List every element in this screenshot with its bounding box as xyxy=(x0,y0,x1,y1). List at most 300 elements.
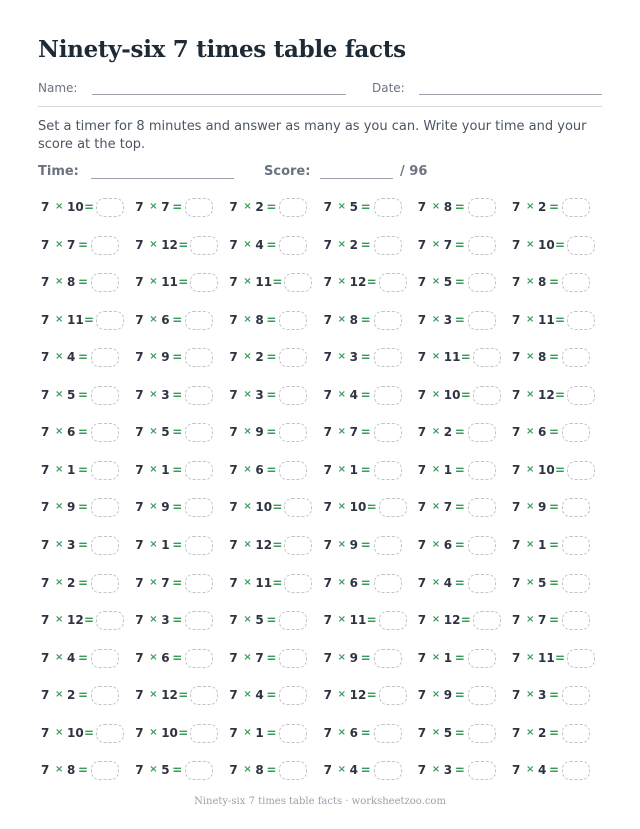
equals-sign: = xyxy=(84,200,95,214)
equals-sign: = xyxy=(178,275,189,290)
times-sign: × xyxy=(243,764,252,776)
fact-row xyxy=(41,312,601,332)
factor-a: 7 xyxy=(41,462,50,477)
answer-box[interactable] xyxy=(567,236,595,255)
factor-a: 7 xyxy=(417,387,427,402)
factor-a: 7 xyxy=(135,200,144,214)
factor-a: 7 xyxy=(135,462,144,477)
factor-b: 10 xyxy=(67,200,84,214)
times-sign: × xyxy=(431,201,441,212)
times-sign: × xyxy=(149,726,158,738)
answer-box[interactable] xyxy=(374,536,402,555)
times-sign: × xyxy=(337,576,346,588)
factor-a: 7 xyxy=(417,613,427,628)
factor-a: 7 xyxy=(135,725,144,740)
factor-b: 3 xyxy=(161,387,170,402)
factor-b: 7 xyxy=(255,650,264,665)
factor-a: 7 xyxy=(41,200,50,214)
factor-b: 11 xyxy=(443,350,461,365)
factor-a: 7 xyxy=(323,537,332,552)
answer-box[interactable] xyxy=(562,611,590,630)
factor-a: 7 xyxy=(323,688,332,703)
answer-box[interactable] xyxy=(562,724,590,743)
answer-box[interactable] xyxy=(96,311,124,330)
fact-row xyxy=(41,349,601,369)
answer-box[interactable] xyxy=(96,724,124,743)
score-total: / 96 xyxy=(400,164,428,179)
date-label: Date: xyxy=(372,81,405,95)
equals-sign: = xyxy=(84,613,95,628)
equals-sign: = xyxy=(172,500,183,515)
equals-sign: = xyxy=(360,312,371,327)
times-sign: × xyxy=(243,463,252,475)
answer-box[interactable] xyxy=(91,536,119,555)
equals-sign: = xyxy=(172,350,183,365)
fact-item xyxy=(229,274,323,294)
fact-item xyxy=(512,687,606,707)
answer-box[interactable] xyxy=(91,461,119,480)
equals-sign: = xyxy=(360,575,371,590)
answer-box[interactable] xyxy=(185,348,213,367)
factor-a: 7 xyxy=(135,237,144,252)
factor-b: 8 xyxy=(255,312,264,327)
factor-b: 5 xyxy=(161,763,170,778)
answer-box[interactable] xyxy=(185,198,213,217)
answer-box[interactable] xyxy=(185,574,213,593)
name-field-line[interactable] xyxy=(92,94,346,95)
equals-sign: = xyxy=(78,650,89,665)
equals-sign: = xyxy=(454,575,465,590)
fact-item xyxy=(324,387,418,407)
answer-box[interactable] xyxy=(473,386,501,405)
factor-a: 7 xyxy=(41,350,50,365)
fact-item xyxy=(418,687,512,707)
equals-sign: = xyxy=(266,763,277,778)
fact-item xyxy=(512,650,606,670)
answer-box[interactable] xyxy=(279,236,307,255)
times-sign: × xyxy=(431,351,441,363)
equals-sign: = xyxy=(454,725,465,740)
answer-box[interactable] xyxy=(185,761,213,780)
fact-item xyxy=(229,387,323,407)
answer-box[interactable] xyxy=(91,348,119,367)
factor-b: 3 xyxy=(255,387,264,402)
factor-b: 10 xyxy=(161,725,178,740)
factor-b: 3 xyxy=(443,312,453,327)
answer-box[interactable] xyxy=(379,273,407,292)
answer-box[interactable] xyxy=(279,423,307,442)
answer-box[interactable] xyxy=(379,498,407,517)
factor-a: 7 xyxy=(41,537,50,552)
answer-box[interactable] xyxy=(468,461,496,480)
times-sign: × xyxy=(243,501,252,513)
answer-box[interactable] xyxy=(468,574,496,593)
equals-sign: = xyxy=(172,575,183,590)
answer-box[interactable] xyxy=(91,498,119,517)
factor-b: 2 xyxy=(67,688,76,703)
fact-item xyxy=(229,762,323,782)
equals-sign: = xyxy=(555,650,566,665)
times-sign: × xyxy=(55,538,64,550)
fact-row xyxy=(41,424,601,444)
answer-box[interactable] xyxy=(96,198,124,217)
time-label: Time: xyxy=(38,164,79,179)
equals-sign: = xyxy=(178,725,189,740)
fact-item xyxy=(41,499,135,519)
fact-item xyxy=(324,237,418,257)
factor-a: 7 xyxy=(417,350,427,365)
times-sign: × xyxy=(243,689,252,701)
equals-sign: = xyxy=(78,275,89,290)
fact-item xyxy=(135,387,229,407)
answer-box[interactable] xyxy=(91,649,119,668)
fact-item xyxy=(41,274,135,294)
times-sign: × xyxy=(149,351,158,363)
answer-box[interactable] xyxy=(284,536,312,555)
factor-a: 7 xyxy=(41,613,50,628)
answer-box[interactable] xyxy=(374,649,402,668)
times-sign: × xyxy=(337,764,346,776)
answer-box[interactable] xyxy=(279,198,307,217)
answer-box[interactable] xyxy=(279,724,307,743)
factor-b: 11 xyxy=(349,613,367,628)
factor-b: 2 xyxy=(255,200,264,214)
fact-row xyxy=(41,387,601,407)
fact-item xyxy=(418,612,512,632)
factor-b: 9 xyxy=(349,537,358,552)
answer-box[interactable] xyxy=(468,536,496,555)
factor-a: 7 xyxy=(417,312,427,327)
factor-b: 5 xyxy=(538,575,547,590)
factor-a: 7 xyxy=(135,537,144,552)
answer-box[interactable] xyxy=(374,386,402,405)
answer-box[interactable] xyxy=(562,761,590,780)
factor-a: 7 xyxy=(323,200,332,214)
answer-box[interactable] xyxy=(567,311,595,330)
fact-item xyxy=(229,312,323,332)
times-sign: × xyxy=(526,313,535,325)
answer-box[interactable] xyxy=(185,386,213,405)
answer-box[interactable] xyxy=(374,311,402,330)
time-field-line[interactable] xyxy=(91,178,234,179)
answer-box[interactable] xyxy=(379,611,407,630)
factor-b: 9 xyxy=(538,500,547,515)
factor-a: 7 xyxy=(229,462,238,477)
factor-b: 12 xyxy=(255,537,273,552)
fact-item xyxy=(324,349,418,369)
factor-b: 1 xyxy=(161,462,170,477)
fact-item xyxy=(135,237,229,257)
answer-box[interactable] xyxy=(91,686,119,705)
answer-box[interactable] xyxy=(284,273,312,292)
equals-sign: = xyxy=(454,425,465,440)
answer-box[interactable] xyxy=(279,461,307,480)
factor-a: 7 xyxy=(323,725,332,740)
fact-row xyxy=(41,237,601,257)
answer-box[interactable] xyxy=(190,273,218,292)
answer-box[interactable] xyxy=(185,311,213,330)
answer-box[interactable] xyxy=(468,649,496,668)
times-sign: × xyxy=(526,426,535,438)
times-sign: × xyxy=(526,576,535,588)
factor-b: 11 xyxy=(255,575,273,590)
fact-item xyxy=(41,199,135,219)
factor-b: 4 xyxy=(538,763,547,778)
equals-sign: = xyxy=(360,462,371,477)
answer-box[interactable] xyxy=(374,198,402,217)
times-sign: × xyxy=(526,276,535,288)
answer-box[interactable] xyxy=(562,536,590,555)
factor-b: 6 xyxy=(67,425,76,440)
answer-box[interactable] xyxy=(185,498,213,517)
equals-sign: = xyxy=(460,350,471,365)
factor-a: 7 xyxy=(41,763,50,778)
times-sign: × xyxy=(431,651,441,663)
factor-b: 2 xyxy=(67,575,76,590)
answer-box[interactable] xyxy=(190,724,218,743)
answer-box[interactable] xyxy=(468,198,496,217)
fact-item xyxy=(135,349,229,369)
times-sign: × xyxy=(149,463,158,475)
times-sign: × xyxy=(243,276,252,288)
factor-b: 11 xyxy=(67,312,84,327)
fact-row xyxy=(41,762,601,782)
factor-a: 7 xyxy=(41,387,50,402)
factor-a: 7 xyxy=(512,425,521,440)
factor-a: 7 xyxy=(323,387,332,402)
times-sign: × xyxy=(526,351,535,363)
answer-box[interactable] xyxy=(468,236,496,255)
answer-box[interactable] xyxy=(562,198,590,217)
equals-sign: = xyxy=(555,462,566,477)
factor-a: 7 xyxy=(323,613,332,628)
answer-box[interactable] xyxy=(562,498,590,517)
answer-box[interactable] xyxy=(279,611,307,630)
answer-box[interactable] xyxy=(468,724,496,743)
answer-box[interactable] xyxy=(567,386,595,405)
fact-row xyxy=(41,650,601,670)
factor-a: 7 xyxy=(512,725,521,740)
times-sign: × xyxy=(337,463,346,475)
factor-a: 7 xyxy=(512,312,521,327)
factor-a: 7 xyxy=(41,312,50,327)
fact-row xyxy=(41,575,601,595)
answer-box[interactable] xyxy=(185,423,213,442)
equals-sign: = xyxy=(454,462,465,477)
fact-item xyxy=(135,612,229,632)
answer-box[interactable] xyxy=(279,686,307,705)
factor-b: 11 xyxy=(538,650,555,665)
factor-b: 8 xyxy=(67,275,76,290)
times-sign: × xyxy=(149,501,158,513)
answer-box[interactable] xyxy=(284,574,312,593)
answer-box[interactable] xyxy=(374,461,402,480)
answer-box[interactable] xyxy=(190,236,218,255)
equals-sign: = xyxy=(172,200,183,214)
fact-item xyxy=(512,312,606,332)
fact-item xyxy=(229,575,323,595)
equals-sign: = xyxy=(460,613,471,628)
equals-sign: = xyxy=(172,650,183,665)
answer-box[interactable] xyxy=(468,273,496,292)
times-sign: × xyxy=(55,463,64,475)
answer-box[interactable] xyxy=(91,574,119,593)
answer-box[interactable] xyxy=(473,611,501,630)
answer-box[interactable] xyxy=(91,761,119,780)
factor-a: 7 xyxy=(135,613,144,628)
answer-box[interactable] xyxy=(91,386,119,405)
answer-box[interactable] xyxy=(96,611,124,630)
answer-box[interactable] xyxy=(279,649,307,668)
equals-sign: = xyxy=(172,425,183,440)
equals-sign: = xyxy=(266,350,277,365)
answer-box[interactable] xyxy=(562,686,590,705)
fact-item xyxy=(41,424,135,444)
equals-sign: = xyxy=(272,537,283,552)
factor-a: 7 xyxy=(135,763,144,778)
answer-box[interactable] xyxy=(185,649,213,668)
factor-a: 7 xyxy=(229,763,238,778)
factor-b: 3 xyxy=(349,350,358,365)
equals-sign: = xyxy=(366,500,377,515)
fact-item xyxy=(324,650,418,670)
times-sign: × xyxy=(526,501,535,513)
answer-box[interactable] xyxy=(468,423,496,442)
equals-sign: = xyxy=(172,312,183,327)
answer-box[interactable] xyxy=(91,423,119,442)
fact-item xyxy=(512,199,606,219)
times-sign: × xyxy=(55,351,64,363)
score-field-line[interactable] xyxy=(320,178,393,179)
factor-b: 12 xyxy=(161,237,178,252)
factor-a: 7 xyxy=(512,575,521,590)
equals-sign: = xyxy=(454,537,465,552)
factor-a: 7 xyxy=(417,500,427,515)
times-sign: × xyxy=(337,689,346,701)
equals-sign: = xyxy=(460,387,471,402)
factor-b: 4 xyxy=(349,387,358,402)
fact-row xyxy=(41,537,601,557)
fact-item xyxy=(41,462,135,482)
answer-box[interactable] xyxy=(279,311,307,330)
factor-b: 7 xyxy=(161,200,170,214)
times-sign: × xyxy=(55,614,64,626)
answer-box[interactable] xyxy=(562,574,590,593)
answer-box[interactable] xyxy=(185,461,213,480)
times-sign: × xyxy=(149,576,158,588)
answer-box[interactable] xyxy=(279,386,307,405)
factor-a: 7 xyxy=(417,425,427,440)
fact-item xyxy=(135,499,229,519)
answer-box[interactable] xyxy=(374,348,402,367)
factor-b: 1 xyxy=(67,462,76,477)
factor-a: 7 xyxy=(229,613,238,628)
answer-box[interactable] xyxy=(562,423,590,442)
factor-b: 4 xyxy=(255,237,264,252)
times-sign: × xyxy=(431,501,441,513)
date-field-line[interactable] xyxy=(419,94,602,95)
times-sign: × xyxy=(526,201,535,212)
equals-sign: = xyxy=(454,763,465,778)
answer-box[interactable] xyxy=(468,761,496,780)
equals-sign: = xyxy=(454,500,465,515)
answer-box[interactable] xyxy=(473,348,501,367)
answer-box[interactable] xyxy=(374,236,402,255)
fact-item xyxy=(512,537,606,557)
factor-a: 7 xyxy=(41,688,50,703)
factor-b: 6 xyxy=(161,312,170,327)
answer-box[interactable] xyxy=(284,498,312,517)
equals-sign: = xyxy=(549,200,560,214)
times-sign: × xyxy=(337,726,346,738)
answer-box[interactable] xyxy=(91,236,119,255)
factor-b: 8 xyxy=(538,350,547,365)
answer-box[interactable] xyxy=(374,423,402,442)
fact-item xyxy=(229,237,323,257)
answer-box[interactable] xyxy=(190,686,218,705)
factor-b: 5 xyxy=(255,613,264,628)
times-sign: × xyxy=(55,201,64,212)
times-sign: × xyxy=(431,426,441,438)
answer-box[interactable] xyxy=(567,649,595,668)
factor-a: 7 xyxy=(512,387,521,402)
times-sign: × xyxy=(55,313,64,325)
fact-item xyxy=(135,762,229,782)
times-sign: × xyxy=(431,689,441,701)
fact-item xyxy=(418,650,512,670)
equals-sign: = xyxy=(555,312,566,327)
equals-sign: = xyxy=(360,425,371,440)
answer-box[interactable] xyxy=(567,461,595,480)
factor-a: 7 xyxy=(512,237,521,252)
equals-sign: = xyxy=(360,763,371,778)
answer-box[interactable] xyxy=(279,761,307,780)
answer-box[interactable] xyxy=(562,348,590,367)
answer-box[interactable] xyxy=(374,574,402,593)
answer-box[interactable] xyxy=(468,686,496,705)
times-sign: × xyxy=(243,726,252,738)
answer-box[interactable] xyxy=(468,311,496,330)
factor-b: 1 xyxy=(161,537,170,552)
answer-box[interactable] xyxy=(185,536,213,555)
facts-grid xyxy=(41,199,601,789)
fact-item xyxy=(135,575,229,595)
times-sign: × xyxy=(431,388,441,400)
answer-box[interactable] xyxy=(379,686,407,705)
factor-a: 7 xyxy=(417,462,427,477)
answer-box[interactable] xyxy=(279,348,307,367)
times-sign: × xyxy=(243,614,252,626)
times-sign: × xyxy=(526,651,535,663)
factor-b: 2 xyxy=(538,200,547,214)
answer-box[interactable] xyxy=(374,761,402,780)
fact-item xyxy=(229,612,323,632)
answer-box[interactable] xyxy=(374,724,402,743)
fact-item xyxy=(135,650,229,670)
equals-sign: = xyxy=(549,500,560,515)
answer-box[interactable] xyxy=(185,611,213,630)
factor-a: 7 xyxy=(41,500,50,515)
factor-a: 7 xyxy=(512,275,521,290)
factor-a: 7 xyxy=(229,575,238,590)
answer-box[interactable] xyxy=(91,273,119,292)
fact-item xyxy=(135,312,229,332)
equals-sign: = xyxy=(360,350,371,365)
factor-a: 7 xyxy=(135,650,144,665)
answer-box[interactable] xyxy=(468,498,496,517)
answer-box[interactable] xyxy=(562,273,590,292)
fact-item xyxy=(418,237,512,257)
